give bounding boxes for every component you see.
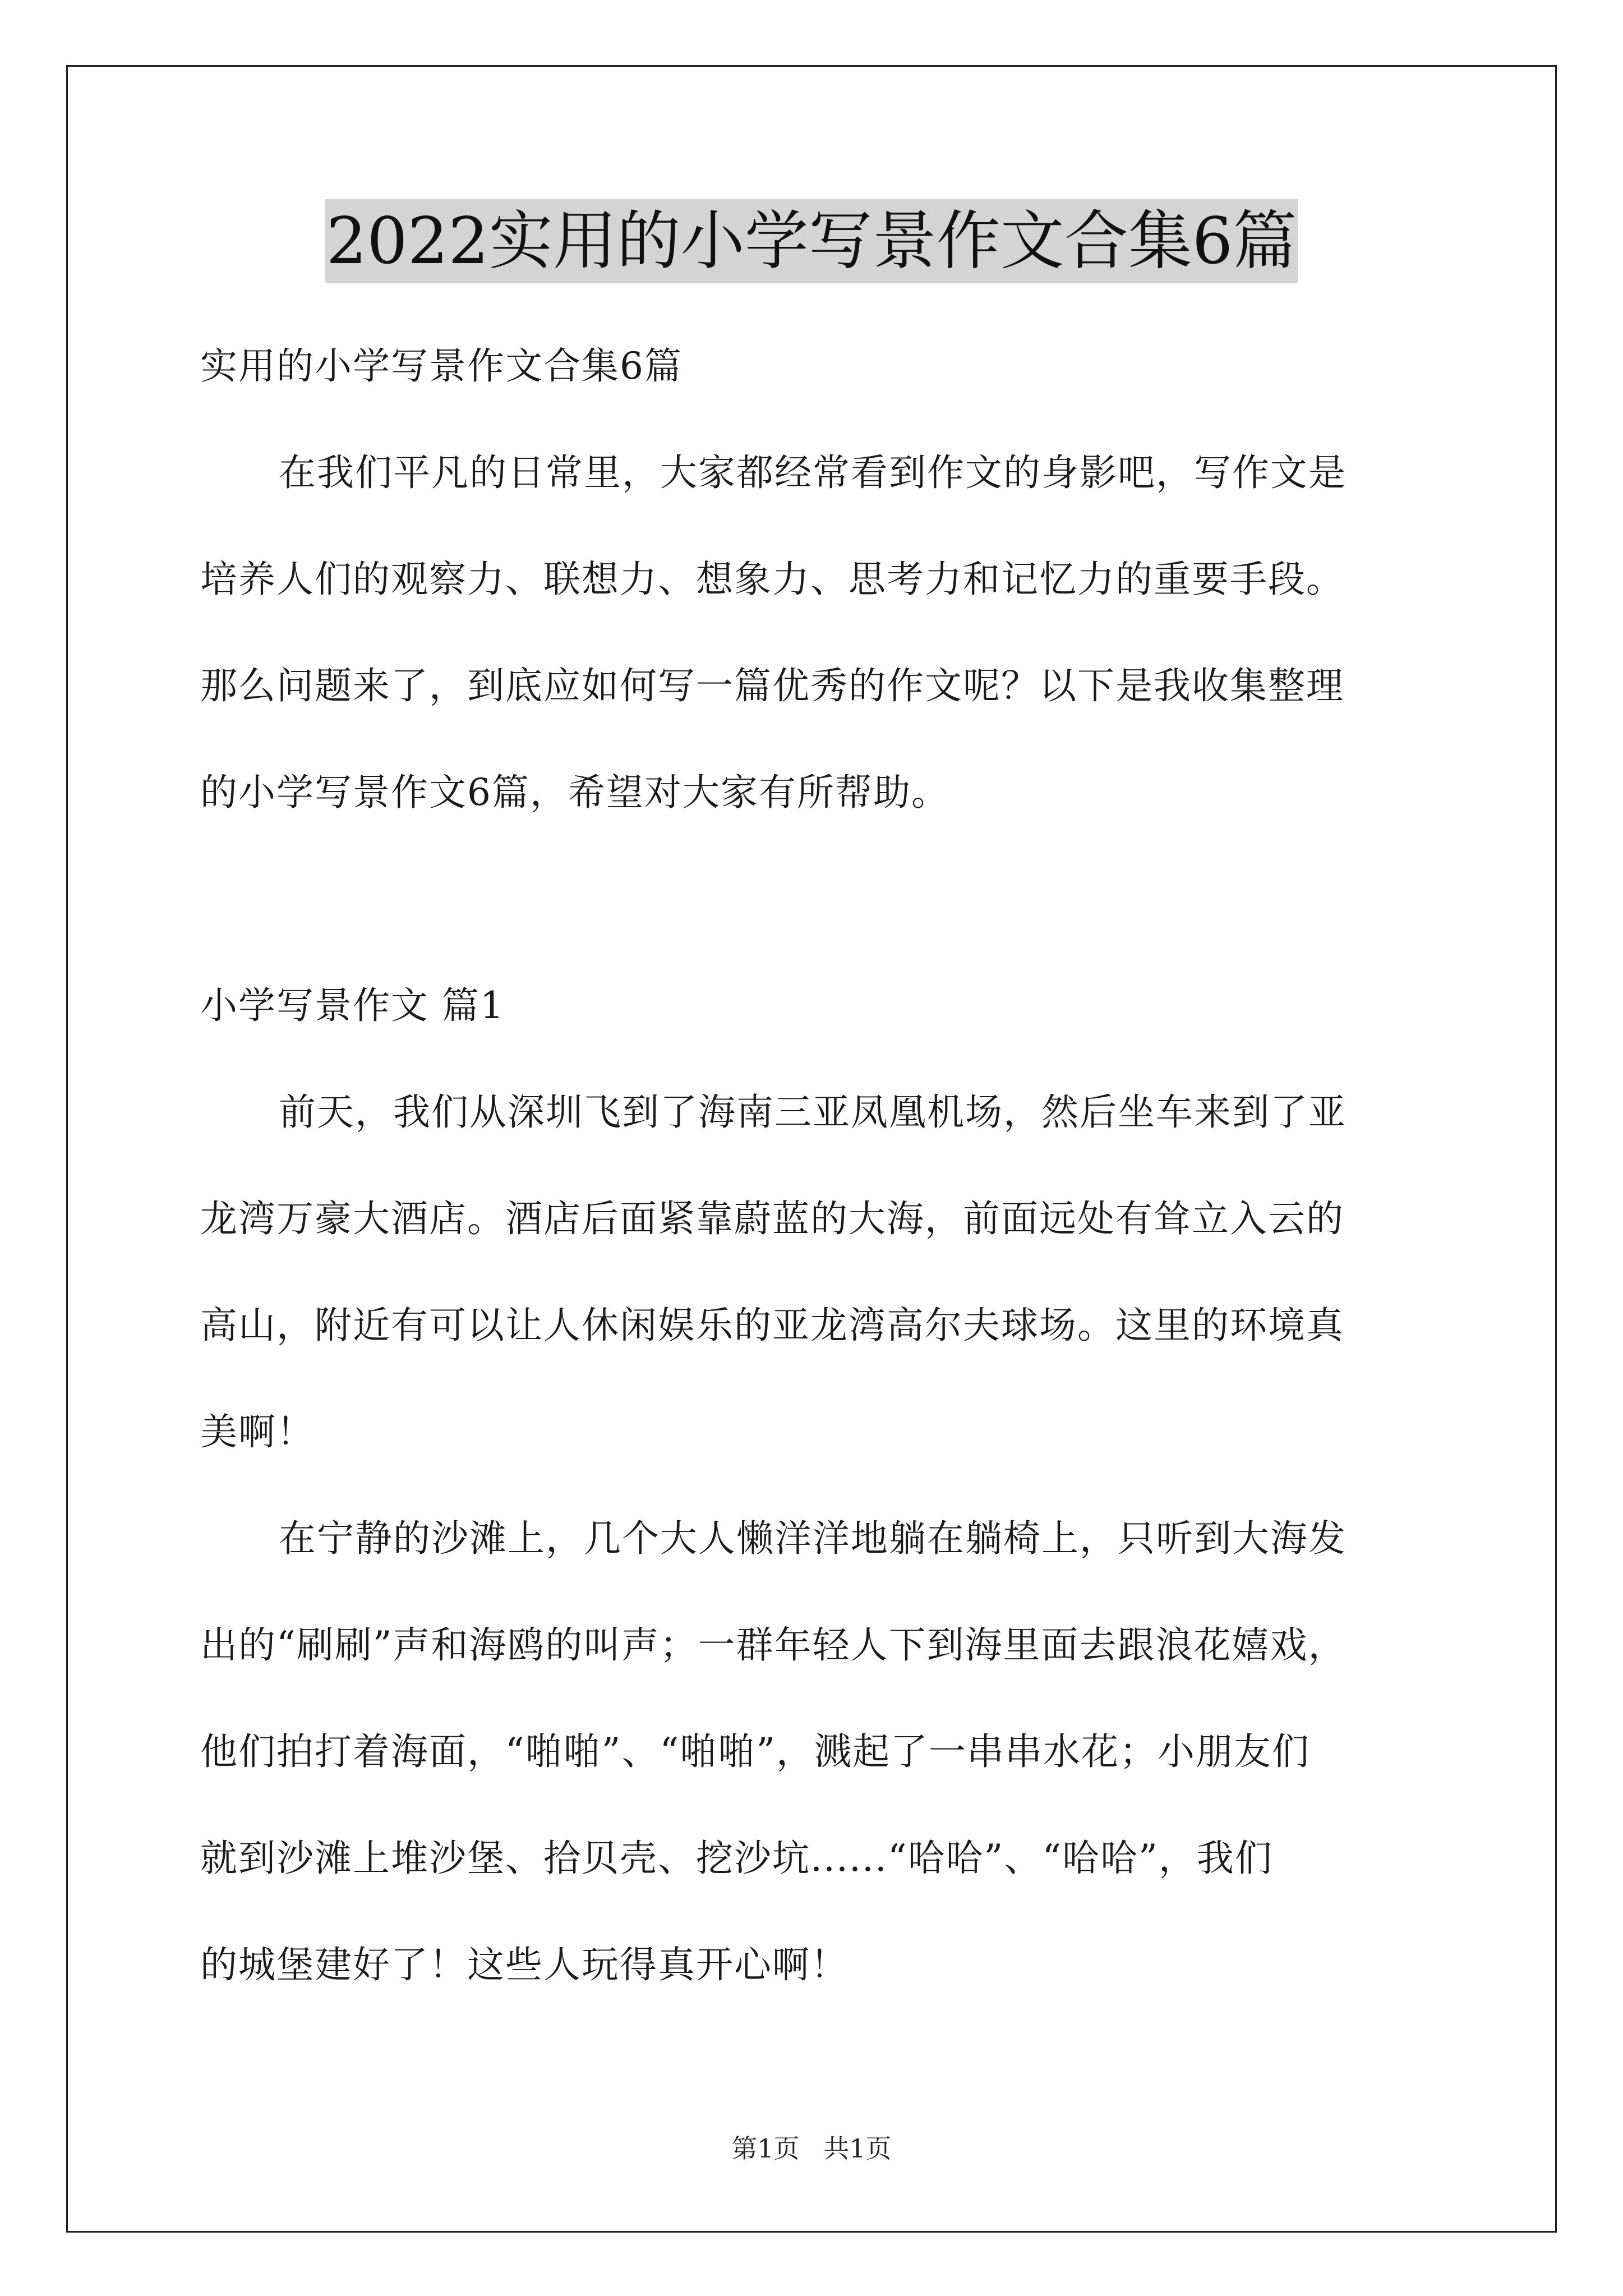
page-number-total: 共1页 bbox=[823, 2133, 892, 2164]
title-container bbox=[0, 199, 1623, 283]
blank-line bbox=[200, 846, 1456, 953]
paragraph2-line: 在宁静的沙滩上，几个大人懒洋洋地躺在躺椅上，只听到大海发 bbox=[279, 1517, 1347, 1560]
paragraph1-line: 龙湾万豪大酒店。酒店后面紧靠蔚蓝的大海，前面远处有耸立入云的 bbox=[200, 1197, 1344, 1240]
section-heading: 小学写景作文 篇1 bbox=[200, 984, 505, 1027]
paragraph1-line: 高山，附近有可以让人休闲娱乐的亚龙湾高尔夫球场。这里的环境真 bbox=[200, 1304, 1344, 1347]
paragraph2-line: 他们拍打着海面，“啪啪”、“啪啪”，溅起了一串串水花；小朋友们 bbox=[200, 1730, 1310, 1773]
page-footer bbox=[0, 2132, 1623, 2165]
paragraph2-line: 出的“刷刷”声和海鸥的叫声；一群年轻人下到海里面去跟浪花嬉戏， bbox=[200, 1623, 1347, 1667]
intro-line: 那么问题来了，到底应如何写一篇优秀的作文呢？以下是我收集整理 bbox=[200, 664, 1344, 707]
paragraph2-line: 就到沙滩上堆沙堡、拾贝壳、挖沙坑......“哈哈”、“哈哈”，我们 bbox=[200, 1837, 1273, 1880]
paragraph2-line: 的城堡建好了！这些人玩得真开心啊！ bbox=[200, 1943, 849, 1986]
page-number-current: 第1页 bbox=[731, 2133, 800, 2164]
intro-line: 在我们平凡的日常里，大家都经常看到作文的身影吧，写作文是 bbox=[279, 451, 1347, 494]
document-body bbox=[200, 313, 1456, 2018]
document-subtitle: 实用的小学写景作文合集6篇 bbox=[200, 344, 683, 388]
paragraph1-line: 美啊！ bbox=[200, 1410, 315, 1453]
document-title: 2022实用的小学写景作文合集6篇 bbox=[325, 199, 1298, 283]
intro-line: 培养人们的观察力、联想力、想象力、思考力和记忆力的重要手段。 bbox=[200, 558, 1344, 601]
intro-line: 的小学写景作文6篇，希望对大家有所帮助。 bbox=[200, 771, 949, 814]
paragraph1-line: 前天，我们从深圳飞到了海南三亚凤凰机场，然后坐车来到了亚 bbox=[279, 1091, 1347, 1134]
